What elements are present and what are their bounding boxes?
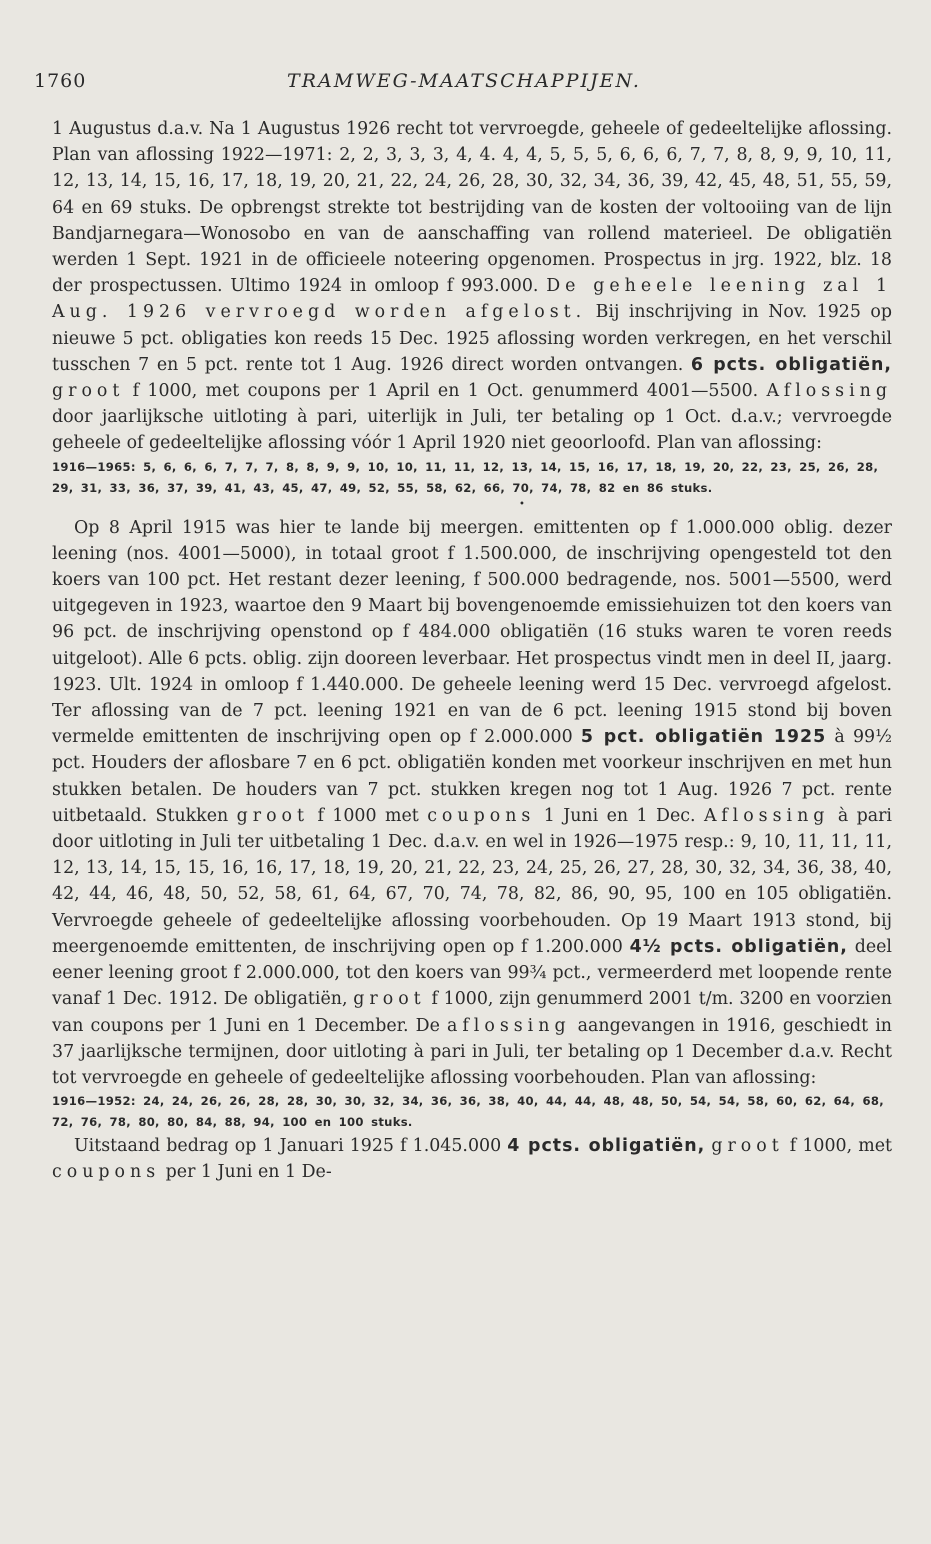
loan-heading: 6 pcts. obligatiën, [690,354,892,375]
loan-heading: 4½ pcts. obligatiën, [629,936,848,957]
spaced-text: coupons [52,1162,161,1183]
page-number: 1760 [34,70,87,92]
page-header [34,70,894,102]
paragraph-text: f 1000, met [783,1136,893,1157]
paragraph-text: 1 Augustus d.a.v. Na 1 Augustus 1926 recht tot vervroegde, geheele of gedeeltelijke aflossing. Plan van aflossing 1922—1971: 2, 2, 3, 3, 3, 4, 4. 4, 4, 5, 5, 5, 6, 6, 6, 7, 7, 8, 8, 9, 9, 10, 11, 12, 13, 14, 15, 16, 17, 18, 19, 20, 21, 22, 24, 26, 28, 30, 32, 34, 36, 39, 42, 45, 48, 51, 55, 59, 64 en 69 stuks. De opbrengst strekte tot bestrijding van de kosten der voltooiing van de lijn Bandjarnegara—Wonosobo en van de aanschaffing van rollend materieel. De obligatiën werden 1 Sept. 1921 in de officieele noteering opgenomen. Prospectus in jrg. 1922, blz. 18 der prospectussen. Ultimo 1924 in omloop f 993.000. [52,119,892,297]
paragraph-text: Bij inschrijving in Nov. 1925 op nieuwe 5 pct. obligaties kon reeds 15 Dec. 1925 aflossing worden verkregen, en het verschil tusschen 7 en 5 pct. rente tot 1 Aug. 1926 direct worden ontvangen. [52,302,892,375]
paragraph-1 [52,116,892,457]
paragraph-text: à 99½ pct. Houders der aflosbare 7 en 6 pct. obligatiën konden met voorkeur inschrijven en met hun stukken betalen. De houders van 7 pct. stukken kregen nog tot 1 Aug. 1926 7 pct. rente uitbetaald. Stukken [52,727,892,826]
spaced-text: groot [236,805,310,826]
spaced-text: groot [353,989,426,1010]
paragraph-text: à pari door uitloting in Juli ter uitbetaling 1 Dec. d.a.v. en wel in 1926—1975 resp.: 9, 10, 11, 11, 11, 12, 13, 14, 15, 15, 16, 16, 17, 18, 19, 20, 21, 22, 23, 24, 25, 26, 27, 28, 30, 32, 34, 36, 38, 40, 42, 44, 46, 48, 50, 52, 58, 61, 64, 67, 70, 74, 78, 82, 86, 90, 95, 100 en 105 obligatiën. Vervroegde geheele of gedeeltelijke aflossing voorbehouden. Op 19 Maart 1913 stond, bij meergenoemde emittenten, de inschrijving open op f 1.200.000 [52,805,892,957]
paragraph-text: f 1000 met [309,805,428,826]
spaced-text: aflossing [447,1015,571,1036]
paragraph-text: door jaarlijksche uitloting à pari, uiterlijk in Juli, ter betaling op 1 Oct. d.a.v.; vervroegde geheele of gedeeltelijke aflossing vóór 1 April 1920 niet geoorloofd. Plan van aflossing: [52,407,892,454]
paragraph-text: Op 8 April 1915 was hier te lande bij meergen. emittenten op f 1.000.000 oblig. dezer leening (nos. 4001—5000), in totaal groot f 1.500.000, de inschrijving opengesteld tot den koers van 100 pct. Het restant dezer leening, f 500.000 bedragende, nos. 5001—5500, werd uitgegeven in 1923, waartoe den 9 Maart bij bovengenoemde emissiehuizen tot den koers van 96 pct. de inschrijving openstond op f 484.000 obligatiën (16 stuks waren te voren reeds uitgeloot). Alle 6 pcts. oblig. zijn dooreen leverbaar. Het prospectus vindt men in deel II, jaarg. 1923. Ult. 1924 in omloop f 1.440.000. De geheele leening werd 15 Dec. vervroegd afgelost. Ter aflossing van de 7 pct. leening 1921 en van de 6 pct. leening 1915 stond bij boven vermelde emittenten de inschrijving open op f 2.000.000 [52,517,892,748]
paragraph-text: Uitstaand bedrag op 1 Januari 1925 f 1.045.000 [74,1136,508,1157]
paragraph-text: deel eener leening groot f 2.000.000, tot den koers van 99¾ pct., vermeerderd met loopende rente vanaf 1 Dec. 1912. De obligatiën, [52,936,892,1010]
spaced-text: Aflossing [766,381,892,402]
separator-dot: • [519,498,525,510]
paragraph-text: f 1000, met coupons per 1 April en 1 Oct. genummerd 4001—5500. [124,381,767,402]
paragraph-2 [52,515,892,1091]
spaced-text: coupons [427,805,536,826]
spaced-text: Aflossing [703,805,830,826]
loan-heading: 5 pct. obligatiën 1925 [580,727,827,748]
paragraph-text: 1 Juni en 1 Dec. [535,805,704,826]
redemption-plan-2: 1916—1952: 24, 24, 26, 26, 28, 28, 30, 30, 32, 34, 36, 36, 38, 40, 44, 44, 48, 48, 50, 54, 54, 58, 60, 62, 64, 68, 72, 76, 78, 80, 80, 84, 88, 94, 100 en 100 stuks. [52,1094,884,1130]
spaced-text: De geheele leening zal 1 Aug. 1926 vervroegd worden afgelost. [52,276,893,323]
spaced-text: groot [711,1136,784,1157]
running-title: TRAMWEG-MAATSCHAPPIJEN. [287,70,641,92]
paragraph-3 [52,1133,892,1185]
paragraph-text: per 1 Juni en 1 De- [160,1162,332,1183]
loan-heading: 4 pcts. obligatiën, [507,1136,706,1157]
redemption-plan-1: 1916—1965: 5, 6, 6, 6, 7, 7, 7, 8, 8, 9, 9, 10, 10, 11, 11, 12, 13, 14, 15, 16, 17, 18, 19, 20, 22, 23, 25, 26, 28, 29, 31, 33, 36, 37, 39, 41, 43, 45, 47, 49, 52, 55, 58, 62, 66, 70, 74, 78, 82 en 86 stuks. [52,459,879,495]
page-body [52,116,892,1186]
spaced-text: groot [52,381,125,402]
paragraph-text: f 1000, zijn genummerd 2001 t/m. 3200 en voorzien van coupons per 1 Juni en 1 December. De [52,989,892,1036]
paragraph-text: aangevangen in 1916, geschiedt in 37 jaarlijksche termijnen, door uitloting à pari in Juli, ter betaling op 1 December d.a.v. Recht tot vervroegde en geheele of gedeeltelijke aflossing voorbehouden. Plan van aflossing: [52,1015,893,1088]
